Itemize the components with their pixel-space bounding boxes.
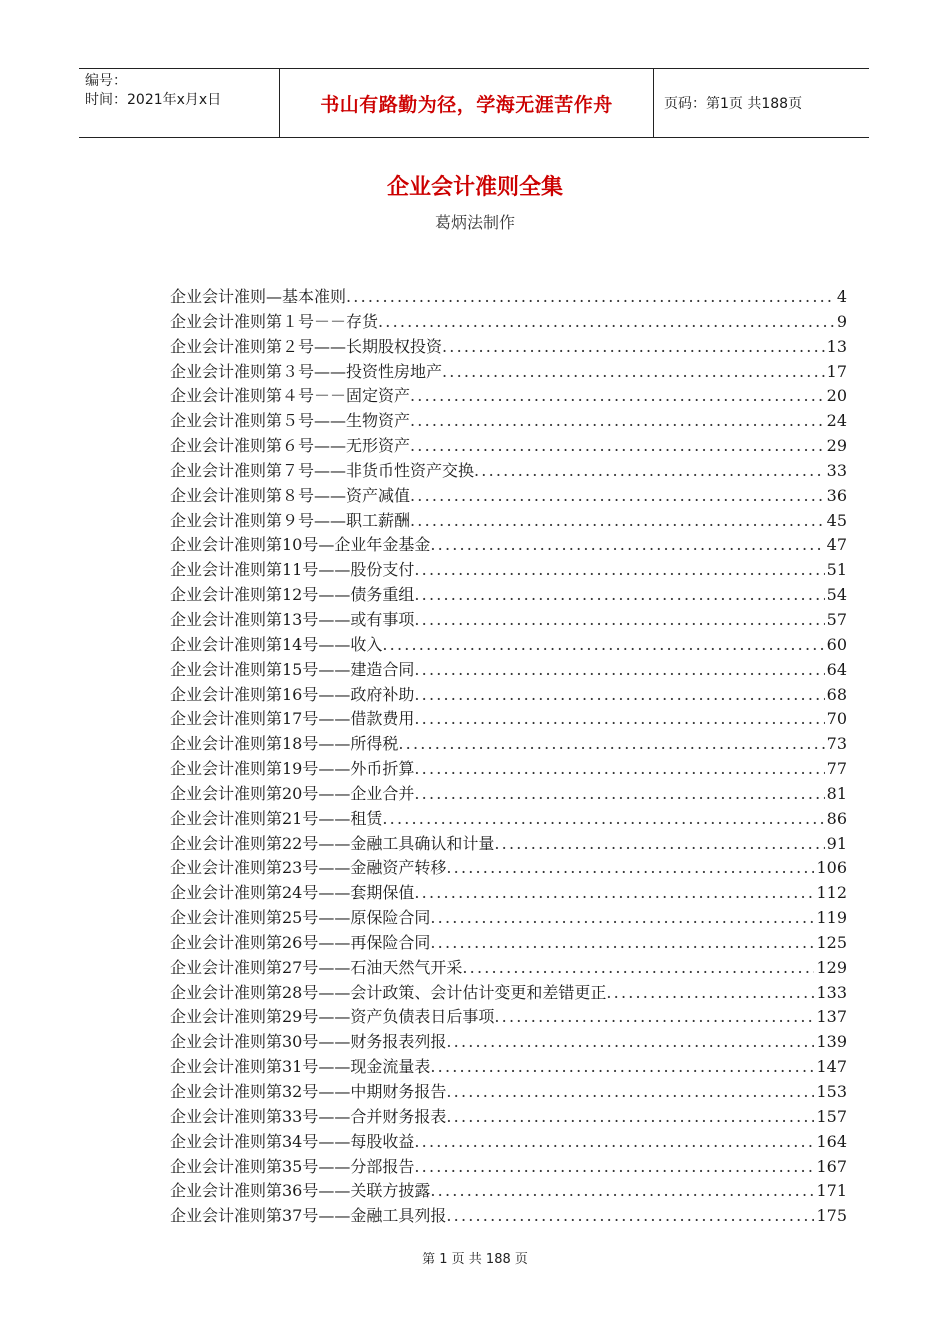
toc-dot-leader: [430, 1181, 814, 1200]
toc-dot-leader: [414, 1157, 814, 1176]
toc-entry[interactable]: [170, 1178, 847, 1203]
toc-entry-page: 54: [826, 585, 847, 605]
toc-entry[interactable]: [170, 582, 847, 607]
toc-entry-title: 企业会计准则第９号——职工薪酬: [170, 510, 411, 530]
toc-entry-page: 147: [816, 1057, 847, 1077]
toc-entry[interactable]: [170, 682, 847, 707]
toc-dot-leader: [414, 610, 824, 629]
toc-entry[interactable]: [170, 1054, 847, 1079]
page-footer: 第 1 页 共 188 页: [422, 1252, 528, 1267]
toc-entry[interactable]: [170, 607, 847, 632]
toc-entry-page: 129: [816, 957, 847, 977]
toc-entry-title: 企业会计准则第36号——关联方披露: [170, 1181, 431, 1201]
toc-entry[interactable]: [170, 831, 847, 856]
toc-entry[interactable]: [170, 781, 847, 806]
toc-entry-title: 企业会计准则第11号——股份支付: [170, 560, 415, 580]
toc-dot-leader: [410, 386, 825, 405]
toc-dot-leader: [430, 535, 824, 554]
toc-entry[interactable]: [170, 309, 847, 334]
toc-entry-title: 企业会计准则第21号——租赁: [170, 808, 383, 828]
toc-entry-title: 企业会计准则第30号——财务报表列报: [170, 1032, 447, 1052]
toc-entry[interactable]: [170, 1154, 847, 1179]
toc-dot-leader: [446, 1082, 814, 1101]
toc-entry-title: 企业会计准则第23号——金融资产转移: [170, 858, 447, 878]
toc-dot-leader: [442, 362, 825, 381]
toc-entry-title: 企业会计准则第６号——无形资产: [170, 436, 411, 456]
toc-entry-title: 企业会计准则第13号——或有事项: [170, 609, 415, 629]
toc-entry-title: 企业会计准则第２号——长期股权投资: [170, 336, 443, 356]
toc-entry[interactable]: [170, 855, 847, 880]
page-header: [79, 68, 869, 138]
toc-dot-leader: [606, 983, 814, 1002]
toc-dot-leader: [398, 734, 824, 753]
toc-dot-leader: [410, 436, 825, 455]
toc-entry-page: 68: [826, 684, 847, 704]
toc-entry-page: 77: [826, 759, 847, 779]
toc-dot-leader: [410, 511, 825, 530]
toc-entry-page: 139: [816, 1032, 847, 1052]
toc-dot-leader: [414, 759, 824, 778]
toc-entry-page: 119: [816, 908, 847, 928]
toc-entry-title: 企业会计准则第14号——收入: [170, 634, 383, 654]
toc-dot-leader: [414, 784, 824, 803]
table-of-contents: [170, 284, 847, 1228]
toc-entry-page: 51: [826, 560, 847, 580]
toc-dot-leader: [430, 1057, 814, 1076]
toc-entry-page: 171: [816, 1181, 847, 1201]
toc-entry[interactable]: [170, 557, 847, 582]
toc-entry-title: 企业会计准则第12号——债务重组: [170, 585, 415, 605]
toc-entry-title: 企业会计准则第33号——合并财务报表: [170, 1106, 447, 1126]
toc-entry-title: 企业会计准则第26号——再保险合同: [170, 932, 431, 952]
toc-entry-page: 157: [816, 1106, 847, 1126]
header-motto: 书山有路勤为径，学海无涯苦作舟: [280, 69, 654, 137]
toc-entry-page: 9: [836, 311, 847, 331]
toc-entry-title: 企业会计准则第17号——借款费用: [170, 709, 415, 729]
toc-dot-leader: [474, 461, 825, 480]
toc-entry[interactable]: [170, 483, 847, 508]
toc-dot-leader: [446, 1206, 814, 1225]
toc-entry-page: 29: [826, 436, 847, 456]
toc-entry[interactable]: [170, 955, 847, 980]
toc-entry-page: 24: [826, 411, 847, 431]
toc-entry-page: 86: [826, 808, 847, 828]
toc-entry[interactable]: [170, 731, 847, 756]
toc-entry-title: 企业会计准则第27号——石油天然气开采: [170, 957, 463, 977]
toc-entry[interactable]: [170, 1029, 847, 1054]
document-title: 企业会计准则全集: [386, 175, 563, 200]
header-meta: [79, 69, 280, 137]
toc-entry[interactable]: [170, 1129, 847, 1154]
toc-entry-title: 企业会计准则第35号——分部报告: [170, 1156, 415, 1176]
toc-entry-page: 70: [826, 709, 847, 729]
toc-entry-page: 47: [826, 535, 847, 555]
toc-entry[interactable]: [170, 1004, 847, 1029]
toc-dot-leader: [410, 411, 825, 430]
toc-entry-title: 企业会计准则第25号——原保险合同: [170, 908, 431, 928]
toc-entry-title: 企业会计准则第31号——现金流量表: [170, 1057, 431, 1077]
toc-entry[interactable]: [170, 756, 847, 781]
document-author: 葛炳法制作: [434, 213, 515, 232]
toc-dot-leader: [442, 337, 825, 356]
toc-entry-page: 57: [826, 609, 847, 629]
toc-entry-page: 106: [816, 858, 847, 878]
toc-entry-page: 36: [826, 485, 847, 505]
toc-entry-title: 企业会计准则第37号——金融工具列报: [170, 1206, 447, 1226]
toc-entry-page: 73: [826, 734, 847, 754]
toc-entry-page: 125: [816, 932, 847, 952]
toc-entry-page: 20: [826, 386, 847, 406]
toc-entry-title: 企业会计准则第５号——生物资产: [170, 411, 411, 431]
toc-entry[interactable]: [170, 806, 847, 831]
toc-entry-page: 112: [816, 883, 847, 903]
toc-entry-title: 企业会计准则第24号——套期保值: [170, 883, 415, 903]
toc-entry-page: 81: [826, 783, 847, 803]
toc-entry-page: 175: [816, 1206, 847, 1226]
toc-entry-title: 企业会计准则—基本准则: [170, 287, 347, 306]
toc-entry-title: 企业会计准则第８号——资产减值: [170, 485, 411, 505]
toc-entry-page: 64: [826, 659, 847, 679]
toc-entry[interactable]: [170, 980, 847, 1005]
toc-entry-title: 企业会计准则第34号——每股收益: [170, 1131, 415, 1151]
toc-entry[interactable]: [170, 508, 847, 533]
toc-entry-page: 60: [826, 634, 847, 654]
header-page-info: 页码：第1页 共188页: [664, 96, 803, 112]
toc-entry-title: 企业会计准则第１号－－存货: [170, 311, 379, 331]
toc-entry[interactable]: [170, 632, 847, 657]
number-label: 编号：: [85, 73, 127, 89]
toc-entry[interactable]: [170, 359, 847, 384]
toc-entry-title: 企业会计准则第10号—企业年金基金: [170, 535, 431, 555]
toc-dot-leader: [446, 1107, 814, 1126]
toc-dot-leader: [446, 858, 814, 877]
toc-dot-leader: [446, 1032, 814, 1051]
toc-entry-page: 167: [816, 1156, 847, 1176]
toc-entry[interactable]: [170, 905, 847, 930]
toc-entry[interactable]: [170, 706, 847, 731]
toc-entry-title: 企业会计准则第32号——中期财务报告: [170, 1082, 447, 1101]
toc-dot-leader: [494, 1007, 814, 1026]
toc-entry-page: 4: [836, 287, 847, 306]
toc-entry[interactable]: [170, 532, 847, 557]
toc-dot-leader: [378, 312, 835, 331]
toc-entry-title: 企业会计准则第15号——建造合同: [170, 659, 415, 679]
toc-dot-leader: [430, 908, 814, 927]
toc-entry-page: 137: [816, 1007, 847, 1027]
toc-dot-leader: [494, 834, 824, 853]
toc-entry-title: 企业会计准则第16号——政府补助: [170, 684, 415, 704]
toc-dot-leader: [410, 486, 825, 505]
toc-entry[interactable]: [170, 433, 847, 458]
time-label: 时间：2021年x月x日: [85, 92, 222, 108]
toc-entry[interactable]: [170, 1079, 847, 1104]
toc-entry-page: 91: [826, 833, 847, 853]
toc-entry-page: 164: [816, 1131, 847, 1151]
toc-entry-page: 45: [826, 510, 847, 530]
toc-entry-title: 企业会计准则第７号——非货币性资产交换: [170, 460, 475, 480]
toc-entry[interactable]: [170, 657, 847, 682]
toc-entry[interactable]: [170, 334, 847, 359]
toc-entry[interactable]: [170, 408, 847, 433]
toc-entry-title: 企业会计准则第18号——所得税: [170, 734, 399, 754]
toc-entry-title: 企业会计准则第29号——资产负债表日后事项: [170, 1007, 495, 1027]
toc-entry[interactable]: [170, 930, 847, 955]
toc-dot-leader: [382, 635, 824, 654]
toc-dot-leader: [414, 560, 824, 579]
toc-entry-page: 153: [816, 1082, 847, 1101]
toc-dot-leader: [414, 883, 814, 902]
toc-dot-leader: [414, 585, 824, 604]
toc-dot-leader: [414, 685, 824, 704]
toc-dot-leader: [462, 958, 814, 977]
toc-entry-title: 企业会计准则第28号——会计政策、会计估计变更和差错更正: [170, 982, 607, 1002]
toc-dot-leader: [414, 709, 824, 728]
toc-dot-leader: [346, 287, 835, 306]
toc-entry[interactable]: [170, 1104, 847, 1129]
toc-entry[interactable]: [170, 284, 847, 309]
toc-entry-title: 企业会计准则第20号——企业合并: [170, 783, 415, 803]
toc-entry-title: 企业会计准则第３号——投资性房地产: [170, 361, 443, 381]
toc-entry-page: 13: [826, 336, 847, 356]
toc-dot-leader: [414, 660, 824, 679]
toc-dot-leader: [414, 1132, 814, 1151]
toc-entry[interactable]: [170, 880, 847, 905]
toc-entry-title: 企业会计准则第22号——金融工具确认和计量: [170, 833, 495, 853]
toc-dot-leader: [382, 809, 824, 828]
toc-entry-page: 133: [816, 982, 847, 1002]
toc-entry-title: 企业会计准则第19号——外币折算: [170, 759, 415, 779]
toc-entry[interactable]: [170, 383, 847, 408]
toc-dot-leader: [430, 933, 814, 952]
toc-entry-page: 17: [826, 361, 847, 381]
toc-entry-page: 33: [826, 460, 847, 480]
toc-entry[interactable]: [170, 1203, 847, 1228]
toc-entry[interactable]: [170, 458, 847, 483]
toc-entry-title: 企业会计准则第４号－－固定资产: [170, 386, 411, 406]
